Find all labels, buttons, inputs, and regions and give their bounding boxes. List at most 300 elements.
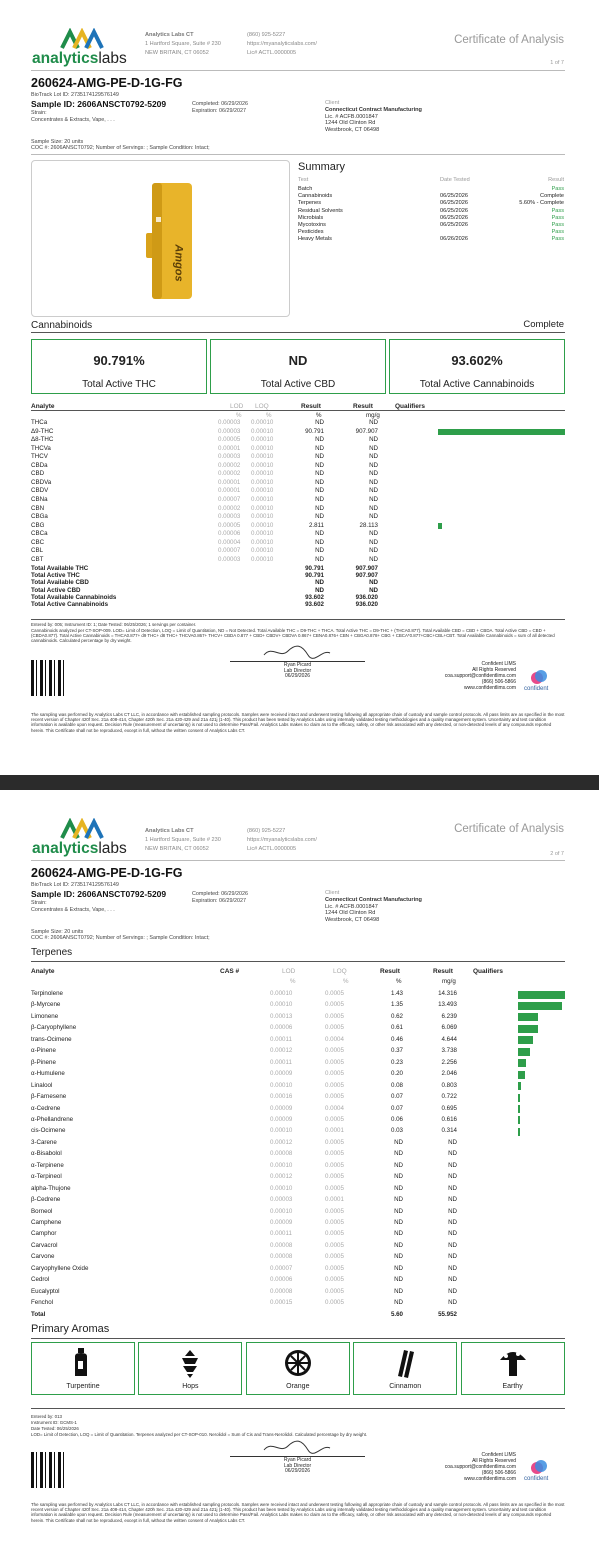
- analyte-name: CBDV: [31, 487, 49, 495]
- analyte-loq: 0.00010: [251, 487, 274, 495]
- analyte-lod: 0.00013: [270, 1012, 293, 1020]
- signatory-date: 06/29/2026: [284, 1468, 311, 1475]
- signatory-role: Lab Director: [283, 667, 312, 674]
- analyte-name: THCV: [31, 453, 48, 461]
- summary-date: 06/25/2026: [440, 207, 468, 214]
- product-brand-text: Amgos: [172, 244, 185, 282]
- total-result-pct: ND: [315, 579, 324, 587]
- analyte-result-pct: ND: [315, 453, 324, 461]
- analyte-result-mg: ND: [448, 1299, 457, 1307]
- analyte-lod: 0.00005: [218, 436, 241, 444]
- client-block: [325, 890, 422, 924]
- analyte-loq: 0.0005: [325, 1219, 344, 1226]
- divider: [31, 1408, 565, 1409]
- qualifier-bar: [518, 1002, 562, 1010]
- analyte-loq: 0.0005: [325, 1276, 344, 1284]
- analyte-name: CBN: [31, 504, 45, 512]
- expiration-date: Expiration: 06/29/2027: [192, 898, 246, 904]
- qualifier-bar: [438, 523, 442, 529]
- aroma-card-earthy: [461, 1342, 565, 1395]
- disclaimer: The sampling was performed by Analytics Labs CT LLC, in accordance with established sampling protocols. Samples were received intact and underwent testing following all appropriate chain of custody and sample control protocols. All pass limits are as specified in the most recent version of Chapter 420f Sec. 21a 408-414, Chapter 420h Sec. 21a 420-429 and 21a 421j (1-40). This product has been tested by Analytics Labs using internally validated testing methodologies and a quality management system. Uncertainty and test condition information is available upon request. Decision Rule (measurement of uncertainty) is not used to determine Pass/Fail. Analytics Labs makes no claim as to the efficacy, safety, or other risk associated with any detected, or non-detected levels of any compounds reported herein. This Certificate shall not be reproduced, except in full, without the written consent of Analytics Labs CT.: [31, 712, 565, 733]
- qr-code-icon[interactable]: [31, 1452, 67, 1488]
- analyte-loq: 0.0005: [325, 1001, 344, 1009]
- lims-info: [445, 1452, 516, 1482]
- analyte-result-mg: ND: [448, 1161, 457, 1169]
- total-thc-card: [31, 339, 207, 394]
- analyte-result-pct: ND: [394, 1264, 403, 1272]
- analyte-result-mg: ND: [369, 504, 378, 512]
- analyte-result-pct: ND: [315, 461, 324, 469]
- analyte-result-mg: ND: [369, 487, 378, 495]
- signature-icon: [262, 643, 332, 661]
- analyte-lod: 0.00007: [218, 495, 241, 503]
- summary-date: 06/25/2026: [440, 200, 468, 207]
- divider: [31, 619, 565, 620]
- analyte-result-pct: 0.03: [390, 1127, 403, 1135]
- sample-name: 260624-AMG-PE-D-1G-FG: [31, 76, 183, 90]
- lab-website: https://myanalyticslabs.com/: [247, 41, 317, 47]
- analyte-result-mg: ND: [448, 1207, 457, 1215]
- analyte-loq: 0.0005: [325, 1150, 344, 1158]
- col-lod: LOD: [282, 968, 296, 975]
- analyte-result-pct: 2.811: [308, 521, 324, 529]
- analyte-loq: 0.00010: [251, 547, 274, 555]
- page-number: 2 of 7: [550, 851, 564, 857]
- analyte-lod: 0.00004: [218, 538, 241, 546]
- qualifier-bar: [518, 1082, 521, 1090]
- analyte-loq: 0.0005: [325, 1173, 344, 1181]
- col-result-mg: Result: [433, 968, 453, 975]
- col-cas: CAS #: [220, 968, 240, 975]
- divider: [31, 154, 565, 155]
- analyte-lod: 0.00006: [218, 530, 241, 538]
- analyte-loq: 0.0005: [325, 1299, 344, 1307]
- analyte-name: α-Bisabolol: [31, 1150, 62, 1158]
- analyte-loq: 0.0005: [325, 1241, 344, 1249]
- analyte-lod: 0.00016: [270, 1093, 293, 1101]
- divider: [31, 70, 565, 71]
- client-name: Connecticut Contract Manufacturing: [325, 106, 422, 113]
- analyte-lod: 0.00008: [270, 1253, 293, 1261]
- summary-result: Pass: [551, 214, 564, 221]
- confident-logo-icon: [530, 668, 548, 686]
- analyte-name: CBCa: [31, 530, 48, 538]
- analyte-loq: 0.0005: [325, 1287, 344, 1295]
- analyte-loq: 0.00010: [251, 436, 274, 444]
- aroma-card-orange: [246, 1342, 350, 1395]
- analyte-lod: 0.00012: [270, 1138, 293, 1146]
- analyte-result-pct: ND: [315, 487, 324, 495]
- terpenes-note-3: Date Tested: 06/25/2026: [31, 1426, 79, 1431]
- summary-test: Terpenes: [298, 200, 322, 207]
- confident-brand: confident: [524, 1476, 549, 1482]
- analyte-lod: 0.00006: [270, 1276, 293, 1284]
- analyte-lod: 0.00007: [270, 1264, 293, 1272]
- lab-phone: (860) 925-5227: [247, 828, 286, 834]
- analyte-name: Carvone: [31, 1253, 55, 1261]
- analyte-result-pct: ND: [315, 530, 324, 538]
- lims-line5: www.confidentlims.com: [464, 685, 516, 691]
- analyte-result-pct: ND: [394, 1299, 403, 1307]
- coc-info: COC #: 2606ANSCT0792; Number of Servings: ; Sample Condition: Intact;: [31, 145, 210, 151]
- analyte-loq: 0.0001: [325, 1127, 344, 1135]
- col-result-pct: Result: [380, 968, 400, 975]
- unit-result: %: [316, 412, 322, 419]
- lims-line2: All Rights Reserved: [472, 1458, 516, 1464]
- aroma-label: Cinnamon: [389, 1383, 422, 1390]
- qualifier-bar: [518, 1059, 526, 1067]
- lab-address: [145, 31, 221, 58]
- analyte-lod: 0.00008: [270, 1287, 293, 1295]
- analyte-result-mg: 13.493: [438, 1001, 457, 1009]
- analyte-name: β-Cedrene: [31, 1196, 61, 1204]
- analyte-result-pct: ND: [394, 1207, 403, 1215]
- analyte-name: CBGa: [31, 513, 48, 521]
- sample-name: 260624-AMG-PE-D-1G-FG: [31, 866, 183, 880]
- lims-info: [445, 661, 516, 691]
- analyte-loq: 0.00010: [251, 555, 274, 563]
- summary-test: Microbials: [298, 214, 324, 221]
- analyte-result-mg: ND: [448, 1150, 457, 1158]
- lab-license: Lic# ACTL.0000005: [247, 50, 297, 56]
- analyte-name: CBL: [31, 547, 44, 555]
- lab-name: Analytics Labs CT: [145, 32, 194, 38]
- total-name: Total Active THC: [31, 572, 80, 580]
- analyte-result-mg: ND: [448, 1241, 457, 1249]
- analyte-result-pct: ND: [315, 504, 324, 512]
- analyte-result-mg: 2.256: [441, 1058, 457, 1066]
- summary-test: Residual Solvents: [298, 207, 343, 214]
- analyte-result-mg: 4.644: [441, 1035, 457, 1043]
- analyte-result-pct: ND: [315, 495, 324, 503]
- sample-size: Sample Size: 20 units: [31, 139, 84, 145]
- analyte-loq: 0.0004: [325, 1035, 344, 1043]
- total-thc-value: 90.791%: [93, 353, 145, 368]
- analyte-name: β-Farnesene: [31, 1093, 67, 1101]
- lab-contact: [247, 31, 317, 58]
- analyte-result-pct: 0.08: [390, 1081, 403, 1089]
- analyte-result-mg: ND: [448, 1173, 457, 1181]
- analyte-result-mg: ND: [448, 1230, 457, 1238]
- analyte-name: Carvacrol: [31, 1241, 58, 1249]
- divider: [31, 410, 565, 411]
- analyte-loq: 0.0005: [325, 1012, 344, 1020]
- analyte-loq: 0.0005: [325, 1207, 344, 1215]
- analyte-name: CBDa: [31, 461, 48, 469]
- sample-size: Sample Size: 20 units: [31, 929, 84, 935]
- analyte-name: β-Myrcene: [31, 1001, 61, 1009]
- analyte-loq: 0.0005: [325, 1081, 344, 1089]
- summary-result: Pass: [551, 222, 564, 228]
- analyte-result-mg: 0.803: [441, 1081, 457, 1089]
- analyte-name: Borneol: [31, 1207, 53, 1215]
- signatory-name: Ryan Picard: [283, 662, 312, 668]
- qr-code-icon[interactable]: [31, 660, 67, 696]
- col-result-pct: Result: [301, 403, 321, 410]
- client-license: Lic. # ACFB.0001847: [325, 903, 378, 910]
- analyte-lod: 0.00010: [270, 1184, 293, 1192]
- analyte-lod: 0.00008: [270, 1241, 293, 1249]
- analyte-result-mg: ND: [448, 1196, 457, 1204]
- col-loq: LOQ: [333, 968, 347, 975]
- analyte-result-mg: ND: [369, 419, 378, 426]
- sample-id: Sample ID: 2606ANSCT0792-5209: [31, 99, 167, 109]
- analyte-result-mg: 0.722: [441, 1093, 457, 1101]
- disclaimer: The sampling was performed by Analytics Labs CT LLC, in accordance with established sampling protocols. Samples were received intact and underwent testing following all appropriate chain of custody and sample control protocols. All pass limits are as specified in the most recent version of Chapter 420f Sec. 21a 408-414, Chapter 420h Sec. 21a 420-429 and 21a 421j (1-40). This product has been tested by Analytics Labs using internally validated testing methodologies and a quality management system. Uncertainty and test condition information is available upon request. Decision Rule (measurement of uncertainty) is not used to determine Pass/Fail. Analytics Labs makes no claim as to the efficacy, safety, or other risk associated with any detected, or non-detected levels of any compounds reported herein. This Certificate shall not be reproduced, except in full, without the written consent of Analytics Labs CT.: [31, 1502, 565, 1523]
- summary-title: Summary: [298, 161, 346, 173]
- analyte-name: alpha-Thujone: [31, 1184, 71, 1192]
- analyte-loq: 0.0004: [325, 1104, 344, 1112]
- divider: [31, 1338, 565, 1339]
- analyte-name: 3-Carene: [31, 1138, 57, 1146]
- total-result-mg: 936.020: [355, 601, 378, 608]
- analyte-lod: 0.00009: [270, 1104, 293, 1112]
- analyte-result-mg: ND: [448, 1253, 457, 1261]
- analyte-lod: 0.00010: [270, 1001, 293, 1009]
- total-name: Total Available Cannabinoids: [31, 593, 117, 601]
- analyte-lod: 0.00015: [270, 1299, 293, 1307]
- total-cbd-value: ND: [288, 353, 308, 368]
- lims-line3: coa.support@confidentlims.com: [444, 1464, 516, 1470]
- analyte-name: THCVa: [31, 444, 51, 452]
- analyte-loq: 0.0005: [325, 1253, 344, 1261]
- total-name: Total Active CBD: [31, 586, 81, 594]
- analyte-name: CBNa: [31, 495, 48, 503]
- lims-line3: coa.support@confidentlims.com: [444, 673, 516, 679]
- analyte-result-mg: 6.069: [441, 1024, 457, 1032]
- lims-line2: All Rights Reserved: [472, 667, 516, 673]
- analyte-result-pct: 1.35: [390, 1001, 403, 1009]
- analyte-result-mg: ND: [369, 555, 378, 563]
- unit-mg: mg/g: [442, 978, 456, 985]
- analyte-result-pct: ND: [315, 436, 324, 444]
- total-result-mg: 907.907: [355, 565, 378, 572]
- coc-info: COC #: 2606ANSCT0792; Number of Servings: ; Sample Condition: Intact;: [31, 935, 210, 941]
- lims-line5: www.confidentlims.com: [464, 1476, 516, 1482]
- analyte-result-pct: ND: [315, 547, 324, 555]
- signatory-role: Lab Director: [283, 1462, 312, 1469]
- analyte-lod: 0.00012: [270, 1173, 293, 1181]
- analyte-result-mg: ND: [369, 436, 378, 444]
- col-analyte: Analyte: [31, 403, 55, 410]
- summary-col-date: Date Tested: [440, 177, 470, 183]
- analyte-result-pct: ND: [315, 444, 324, 452]
- analyte-lod: 0.00012: [270, 1047, 293, 1055]
- total-cbd-label: Total Active CBD: [260, 379, 336, 390]
- analyte-result-mg: 907.907: [355, 427, 378, 435]
- qualifier-bar: [518, 991, 565, 999]
- terpenes-title: Terpenes: [31, 947, 73, 958]
- client-address1: 1244 Old Clinton Rd: [325, 910, 376, 917]
- summary-test: Heavy Metals: [298, 236, 332, 243]
- col-qualifiers: Qualifiers: [395, 403, 425, 410]
- analyte-result-mg: 0.695: [441, 1104, 457, 1112]
- analyte-result-mg: ND: [369, 461, 378, 469]
- analyte-loq: 0.00010: [251, 538, 274, 546]
- total-result-pct: ND: [315, 586, 324, 594]
- analyte-name: CBT: [31, 555, 44, 563]
- logo-wordmark: analyticslabs: [32, 840, 127, 857]
- analyte-lod: 0.00011: [270, 1058, 292, 1066]
- terpenes-total-pct: 5.60: [390, 1310, 403, 1318]
- divider: [31, 961, 565, 962]
- analyte-loq: 0.0005: [325, 1230, 344, 1238]
- total-cbd-card: [210, 339, 386, 394]
- confident-logo-icon: [530, 1458, 548, 1476]
- lab-contact: [247, 827, 317, 854]
- terpenes-note-2: Instrument ID: GCMS-1: [31, 1420, 77, 1425]
- analyte-result-mg: 28.113: [359, 521, 378, 529]
- summary-result: Pass: [551, 207, 564, 214]
- col-loq: LOQ: [255, 403, 269, 410]
- total-result-mg: 936.020: [355, 593, 378, 601]
- qualifier-bar: [518, 1116, 520, 1124]
- summary-col-result: Result: [548, 177, 564, 183]
- analyte-lod: 0.00002: [218, 504, 241, 512]
- analyte-result-pct: 0.06: [390, 1115, 403, 1123]
- analyte-result-mg: ND: [448, 1138, 457, 1146]
- total-result-pct: 93.602: [305, 601, 324, 608]
- summary-result: Complete: [540, 193, 564, 200]
- analyte-name: Caryophyllene Oxide: [31, 1264, 89, 1272]
- logo-wordmark: analyticslabs: [32, 50, 127, 67]
- confident-brand: confident: [524, 686, 549, 692]
- summary-date: 06/25/2026: [440, 222, 468, 228]
- analyte-name: Δ8-THC: [31, 436, 54, 444]
- analyte-name: α-Phellandrene: [31, 1115, 74, 1123]
- lims-line4: (866) 506-5866: [481, 1470, 516, 1476]
- analyte-result-mg: ND: [448, 1276, 457, 1284]
- analyte-name: β-Pinene: [31, 1058, 56, 1066]
- total-cannabinoids-label: Total Active Cannabinoids: [419, 379, 535, 390]
- analyte-result-mg: 3.738: [441, 1047, 457, 1055]
- qualifier-bar: [518, 1094, 520, 1102]
- cannabinoids-title: Cannabinoids: [31, 320, 93, 331]
- analyte-loq: 0.00010: [251, 453, 274, 461]
- sample-id: Sample ID: 2606ANSCT0792-5209: [31, 889, 167, 899]
- analyte-lod: 0.00003: [218, 427, 241, 435]
- analyte-loq: 0.00010: [251, 427, 274, 435]
- unit-result: %: [396, 978, 402, 985]
- summary-test: Cannabinoids: [298, 193, 333, 200]
- strain: Strain:: [31, 900, 47, 906]
- analyte-result-pct: ND: [394, 1253, 403, 1261]
- aroma-label: Orange: [286, 1383, 310, 1390]
- analyte-loq: 0.00010: [251, 513, 274, 521]
- analyte-name: THCa: [31, 419, 48, 426]
- analyte-loq: 0.00010: [251, 530, 274, 538]
- aroma-label: Turpentine: [66, 1383, 100, 1390]
- analyte-result-mg: ND: [369, 495, 378, 503]
- aroma-label: Earthy: [502, 1383, 523, 1390]
- qualifier-bar: [438, 429, 565, 435]
- total-result-mg: ND: [369, 586, 378, 594]
- analyte-lod: 0.00001: [218, 487, 241, 495]
- col-qualifiers: Qualifiers: [473, 968, 503, 975]
- summary-col-test: Test: [298, 177, 309, 183]
- analyte-name: Camphor: [31, 1230, 57, 1238]
- analyte-result-pct: ND: [394, 1241, 403, 1249]
- analyte-result-pct: ND: [394, 1230, 403, 1238]
- cannabinoids-note-2: Cannabinoids analyzed per CT-SOP-009. LOD= Limit of Detection, LOQ = Limit of Quantitation, ND = Not Detected. Total Available THC = D9-THC + THCA. Total Active THC = D9-THC + (THCA0.877). Total Available CBD = CBD + CBDA. Total Active CBD = CBD + (CBDA0.877). Total Active Cannabinoids = THCA0.877+ d9 THC+ d8 THC+ THCVA0.867+ THCV+ CBDA 0.877 + CBD+ CBDV+ CBDVA 0.867+ CBNA0.876+ CBN + CBGA0.878+ CBG + CBCA*0.877+CBC+CBL+CBT. Total Available Cannabinoids = sum of all detected cannabinoids. Calculated percentage by dry weight.: [31, 628, 555, 644]
- unit-loq: %: [343, 978, 349, 985]
- analyte-lod: 0.00010: [270, 1161, 293, 1169]
- category: Concentrates & Extracts, Vape, . . .: [31, 117, 115, 123]
- total-name: Total Available CBD: [31, 579, 89, 587]
- total-thc-label: Total Active THC: [82, 379, 156, 390]
- analyte-result-pct: 0.07: [390, 1104, 403, 1112]
- analyte-name: α-Cedrene: [31, 1104, 61, 1112]
- analyte-result-pct: 0.23: [390, 1058, 403, 1066]
- summary-test: Pesticides: [298, 229, 324, 236]
- client-address1: 1244 Old Clinton Rd: [325, 120, 376, 127]
- aroma-label: Hops: [182, 1383, 199, 1390]
- lab-name: Analytics Labs CT: [145, 828, 194, 834]
- analyte-result-pct: 0.37: [390, 1047, 403, 1055]
- aroma-card-turpentine: [31, 1342, 135, 1395]
- unit-lod: %: [236, 412, 242, 419]
- analyte-result-pct: ND: [394, 1196, 403, 1204]
- lab-address-line2: NEW BRITAIN, CT 06052: [145, 846, 209, 852]
- signatory: [230, 663, 365, 680]
- client-license: Lic. # ACFB.0001847: [325, 113, 378, 120]
- analyte-lod: 0.00009: [270, 1115, 293, 1123]
- analyte-result-pct: ND: [315, 419, 324, 426]
- signatory-date: 06/29/2026: [284, 673, 311, 680]
- biotrack-id: BioTrack Lot ID: 2735174129576149: [31, 92, 119, 98]
- summary-result: Pass: [551, 229, 564, 236]
- analyte-result-mg: 0.314: [441, 1127, 457, 1135]
- analyte-lod: 0.00003: [218, 453, 241, 461]
- page-number: 1 of 7: [550, 60, 564, 66]
- analyte-result-pct: ND: [315, 513, 324, 521]
- analyte-name: α-Terpineol: [31, 1173, 62, 1181]
- unit-loq: %: [266, 412, 272, 419]
- analyte-result-mg: 2.046: [441, 1070, 457, 1078]
- analyte-name: Fenchol: [31, 1299, 54, 1307]
- qualifier-bar: [518, 1105, 520, 1113]
- analyte-result-pct: 0.20: [390, 1070, 403, 1078]
- summary-test: Batch: [298, 186, 313, 192]
- analyte-loq: 0.0005: [325, 990, 344, 997]
- summary-test: Mycotoxins: [298, 222, 326, 228]
- terpenes-total-mg: 55.952: [438, 1310, 457, 1318]
- analyte-result-pct: ND: [394, 1161, 403, 1169]
- analyte-result-pct: 0.46: [390, 1035, 403, 1043]
- analyte-result-mg: 14.316: [438, 990, 457, 997]
- aromas-title: Primary Aromas: [31, 1323, 110, 1335]
- analyte-result-pct: ND: [394, 1184, 403, 1192]
- terpenes-note-4: LOD= Limit of Detection, LOQ = Limit of Quantitation. Terpenes analyzed per CT-SOP-010. Nerolidol = Sum of Cis and Trans-Nerolidol. Calculated percentage by dry weight.: [31, 1432, 368, 1437]
- analyte-lod: 0.00002: [218, 461, 241, 469]
- analyte-loq: 0.0005: [325, 1024, 344, 1032]
- analyte-lod: 0.00003: [270, 1196, 293, 1204]
- analyte-name: CBG: [31, 521, 45, 529]
- analyte-result-pct: ND: [315, 470, 324, 478]
- analyte-name: β-Caryophyllene: [31, 1024, 77, 1032]
- analyte-result-pct: ND: [394, 1219, 403, 1226]
- analytics-labs-logo: [32, 818, 136, 862]
- analyte-name: CBD: [31, 470, 45, 478]
- analyte-result-mg: ND: [369, 478, 378, 486]
- analyte-loq: 0.00010: [251, 521, 274, 529]
- analyte-loq: 0.0005: [325, 1138, 344, 1146]
- terpenes-note-1: Entered by: 013: [31, 1414, 63, 1419]
- doc-title: Certificate of Analysis: [454, 823, 564, 835]
- signature-icon: [262, 1438, 332, 1456]
- total-cannabinoids-value: 93.602%: [451, 353, 503, 368]
- analyte-result-mg: 6.239: [441, 1012, 457, 1020]
